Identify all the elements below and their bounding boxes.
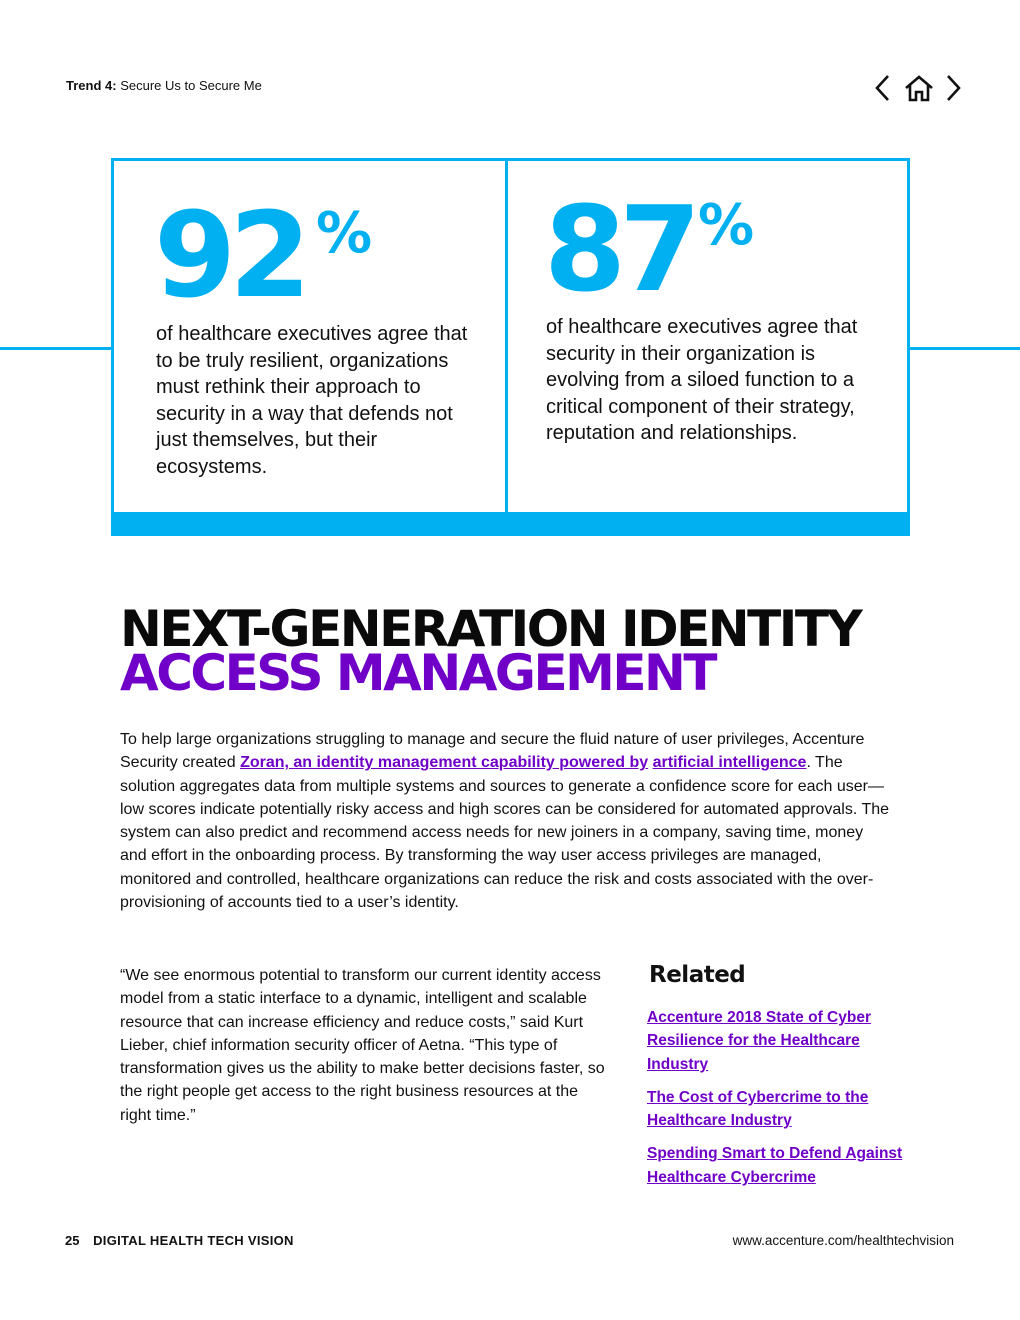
artificial-intelligence-link[interactable]: artificial intelligence [652, 754, 807, 772]
related-link-state-of-cyber-resilience[interactable]: Accenture 2018 State of Cyber Resilience for the Healthcare Industry [647, 1009, 871, 1073]
section-heading-line1: NEXT-GENERATION IDENTITY [120, 600, 861, 658]
page-navigation [872, 72, 964, 106]
related-item [647, 1142, 922, 1189]
zoran-link[interactable]: Zoran, an identity management capability powered by [240, 754, 649, 772]
stats-bottom-bar [111, 512, 910, 536]
stats-divider [505, 158, 508, 513]
home-icon[interactable] [903, 72, 935, 104]
section-heading-line2: ACCESS MANAGEMENT [120, 644, 715, 702]
chevron-left-icon[interactable] [872, 72, 894, 104]
body-text-start: To help large organizations struggling to manage and secure the fluid nature of user privileges, Accenture Security created [120, 731, 865, 772]
trend-title: Secure Us to Secure Me [120, 78, 262, 93]
related-link-cost-of-cybercrime[interactable]: The Cost of Cybercrime to the Healthcare Industry [647, 1088, 869, 1130]
body-paragraph [120, 728, 890, 914]
trend-label: Trend 4: [66, 78, 117, 93]
publication-title: DIGITAL HEALTH TECH VISION [93, 1233, 294, 1248]
stat-unit-1: % [316, 201, 373, 266]
footer-url[interactable]: www.accenture.com/healthtechvision [732, 1233, 954, 1248]
stat-description-1: of healthcare executives agree that to be truly resilient, organizations must rethink their approach to security in a way that defends not just themselves, but their ecosystems. [156, 323, 468, 478]
related-item [647, 1006, 922, 1076]
decorative-line-left [0, 347, 112, 350]
executive-quote: “We see enormous potential to transform our current identity access model from a static interface to a dynamic, intelligent and scalable resource that can increase efficiency and reduce costs,” said Kurt Lieber, chief information security officer of Aetna. “This type of transformation gives us the ability to make better decisions faster, so the right people get access to the right business resources at the right time.” [120, 967, 605, 1124]
related-heading: Related [649, 962, 746, 988]
trend-breadcrumb [66, 78, 262, 93]
decorative-line-right [908, 347, 1020, 350]
stat-value-2: 87 [544, 180, 695, 318]
footer-publication [65, 1233, 294, 1248]
related-link-spending-smart[interactable]: Spending Smart to Defend Against Healthcare Cybercrime [647, 1145, 903, 1186]
related-item [647, 1086, 922, 1133]
chevron-right-icon[interactable] [942, 72, 964, 104]
body-text-end: . The solution aggregates data from multiple systems and sources to generate a confidence score for each user—low scores indicate potentially risky access and high scores can be considered for automated approvals. The system can also predict and recommend access needs for new joiners in a company, saving time, money and effort in the onboarding process. By transforming the way user access privileges are managed, monitored and controlled, healthcare organizations can reduce the risk and costs associated with the over-provisioning of accounts tied to a user’s identity. [120, 754, 890, 912]
related-links-list [647, 1006, 922, 1199]
stat-unit-2: % [698, 193, 755, 258]
stat-value-1: 92 [154, 186, 305, 324]
page-number: 25 [65, 1233, 80, 1248]
stat-description-2: of healthcare executives agree that security in their organization is evolving from a siloed function to a critical component of their strategy, reputation and relationships. [546, 316, 858, 445]
